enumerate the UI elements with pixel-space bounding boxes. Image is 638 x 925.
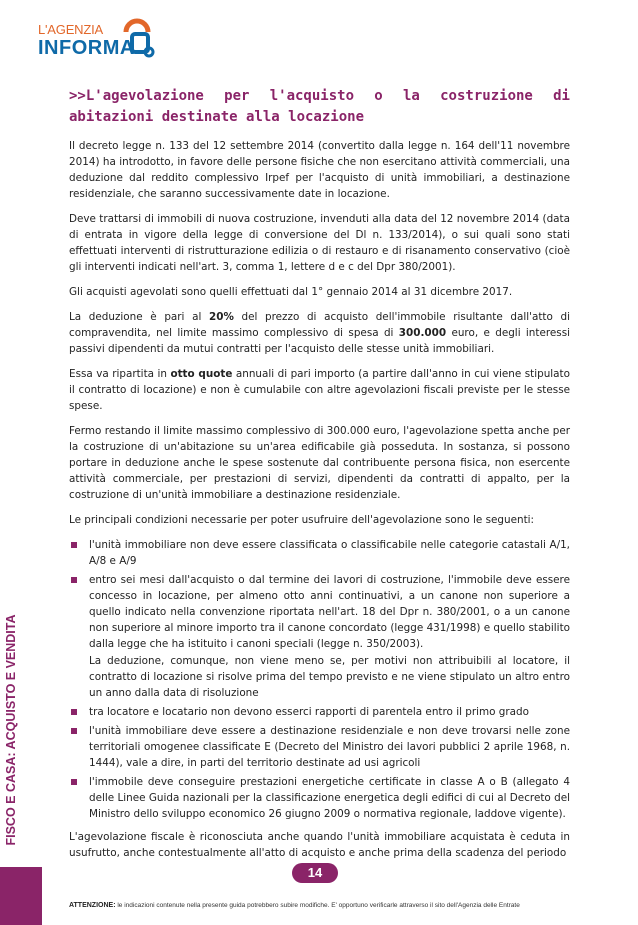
list-item: entro sei mesi dall'acquisto o dal termine dei lavori di costruzione, l'immobile deve essere concesso in locazione, per almeno otto anni continuativi, a un canone non superiore a quello indicato nella convenzione riportata nell'art. 18 del Dpr n. 380/2001, o a un canone non superiore al minore importo tra il canone concordato (legge 431/1998) e quello stabilito dalla legge che ha istituito i canoni speciali (legge n. 350/2003). La deduzione, comunque, non viene meno se, per motivi non attribuibili al locatore, il contratto di locazione si risolve prima del tempo previsto e ne viene stipulato un altro entro un anno dalla data di risoluzione xyxy=(69,572,570,701)
conditions-list xyxy=(69,537,570,822)
paragraph-properties: Deve trattarsi di immobili di nuova costruzione, invenduti alla data del 12 novembre 2014 (data di entrata in vigore della legge di conversione del Dl n. 133/2014), o sui quali sono stati effettuati interventi di ristrutturazione edilizia o di restauro e di risanamento conservativo (cioè gli interventi indicati nell'art. 3, comma 1, lettere d e c del Dpr 380/2001). xyxy=(69,213,570,273)
attention-label: ATTENZIONE: xyxy=(69,902,116,909)
paragraph-usufruct: L'agevolazione fiscale è riconosciuta anche quando l'unità immobiliare acquistata è ceduta in usufrutto, anche contestualmente all'atto di acquisto e anche prima della scadenza del periodo xyxy=(69,831,570,859)
square-bullet-icon xyxy=(71,779,77,785)
paragraph-deduction: La deduzione è pari al 20% del prezzo di acquisto dell'immobile risultante dall'atto di compravendita, nel limite massimo complessivo di spesa di 300.000 euro, e degli interessi passivi dipendenti da mutui contratti per l'acquisto delle stesse unità immobiliari. xyxy=(69,311,571,355)
square-bullet-icon xyxy=(71,728,77,734)
disclaimer-text: le indicazioni contenute nella presente guida potrebbero subire modifiche. E' opportuno verificarle attraverso il sito dell'Agenzia delle Entrate xyxy=(115,902,520,909)
logo-top-text: L'AGENZIA xyxy=(38,22,103,37)
square-bullet-icon xyxy=(71,709,77,715)
list-item: tra locatore e locatario non devono esserci rapporti di parentela entro il primo grado xyxy=(69,704,570,720)
page-number: 14 xyxy=(292,863,338,883)
side-color-bar xyxy=(0,867,42,925)
deduction-percent: 20% xyxy=(208,311,234,323)
main-content xyxy=(69,86,570,870)
list-item: l'immobile deve conseguire prestazioni energetiche certificate in classe A o B (allegato 4 delle Linee Guida nazionali per la classificazione energetica degli edifici di cui al Decreto del Ministro dello sviluppo economico 26 giugno 2009 o normativa regionale, laddove vigente). xyxy=(69,774,570,822)
installments-count: otto quote xyxy=(170,368,233,380)
list-item: l'unità immobiliare deve essere a destinazione residenziale e non deve trovarsi nelle zone territoriali omogenee classificate E (Decreto del Ministro dei lavori pubblici 2 aprile 1968, n. 1444), vale a dire, in parti del territorio destinate ad usi agricoli xyxy=(69,723,570,771)
list-item: l'unità immobiliare non deve essere classificata o classificabile nelle categorie catastali A/1, A/8 e A/9 xyxy=(69,537,570,569)
square-bullet-icon xyxy=(71,542,77,548)
paragraph-conditions-intro: Le principali condizioni necessarie per poter usufruire dell'agevolazione sono le seguenti: xyxy=(69,514,535,526)
logo-bottom-text: INFORMA xyxy=(38,37,135,59)
paragraph-construction: Fermo restando il limite massimo complessivo di 300.000 euro, l'agevolazione spetta anche per la costruzione di un'abitazione su un'area edificabile già posseduta. In sostanza, si possono portare in deduzione anche le spese sostenute dal contribuente persona fisica, non esercente attività commerciale, per prestazioni di servizi, dipendenti da contratti di appalto, per la costruzione di un'unità immobiliare a destinazione residenziale. xyxy=(69,425,570,501)
section-side-label: FISCO E CASA: ACQUISTO E VENDITA xyxy=(4,614,18,846)
paragraph-dates: Gli acquisti agevolati sono quelli effettuati dal 1° gennaio 2014 al 31 dicembre 2017. xyxy=(69,286,513,298)
footer-disclaimer xyxy=(69,902,579,909)
square-bullet-icon xyxy=(71,577,77,583)
condition-note: La deduzione, comunque, non viene meno se, per motivi non attribuibili al locatore, il contratto di locazione si risolve prima del tempo previsto e ne viene stipulato un altro entro un anno dalla data di risoluzione xyxy=(89,655,570,699)
logo-mark-icon xyxy=(122,18,158,58)
paragraph-decree: Il decreto legge n. 133 del 12 settembre 2014 (convertito dalla legge n. 164 dell'11 novembre 2014) ha introdotto, in favore delle persone fisiche che non esercitano attività commerciali, una deduzione dal reddito complessivo Irpef per l'acquisto di unità immobiliari, a destinazione residenziale, che saranno successivamente date in locazione. xyxy=(69,140,570,200)
agenzia-informa-logo xyxy=(38,18,158,62)
section-title: >>L'agevolazione per l'acquisto o la costruzione di abitazioni destinate alla locazione xyxy=(69,88,570,125)
spending-limit: 300.000 xyxy=(398,327,447,339)
paragraph-installments: Essa va ripartita in otto quote annuali di pari importo (a partire dall'anno in cui viene stipulato il contratto di locazione) e non è cumulabile con altre agevolazioni fiscali previste per le stesse spese. xyxy=(69,368,570,412)
